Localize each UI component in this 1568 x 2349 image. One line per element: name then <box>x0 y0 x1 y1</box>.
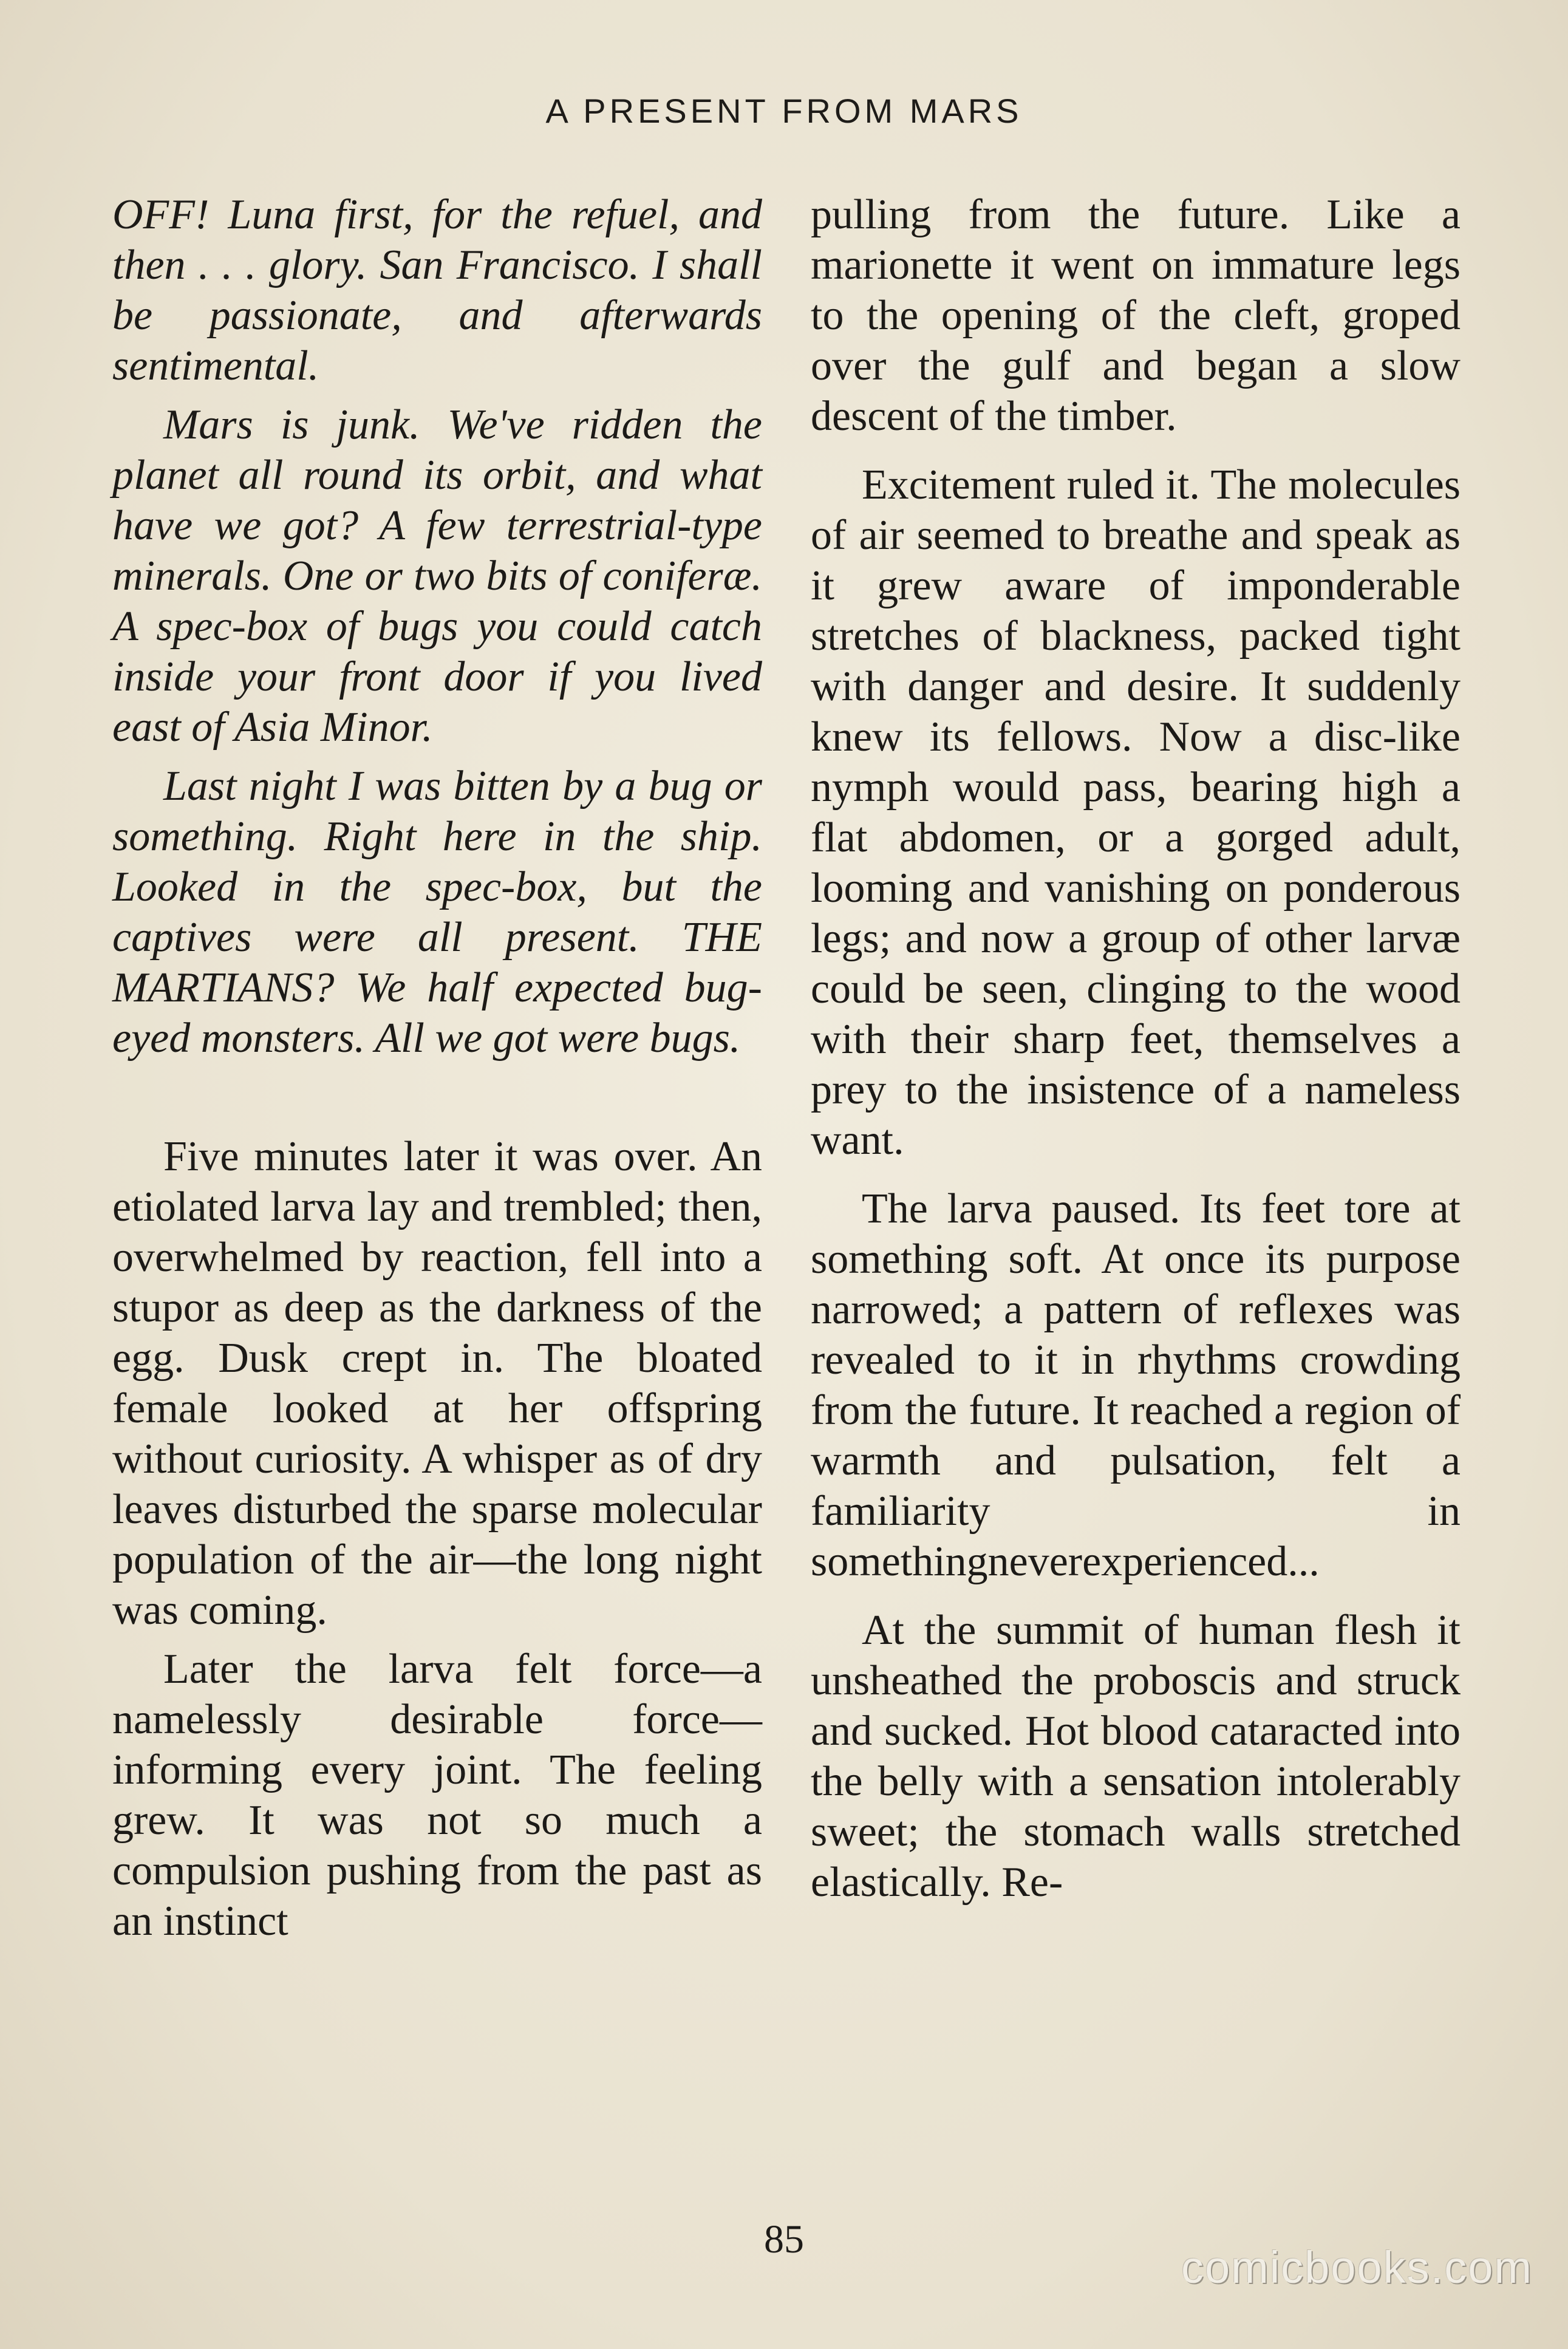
log-paragraph: Last night I was bitten by a bug or something. Right here in the ship. Looked in the spec-box, but the captives were all present. THE MARTIANS? We half expected bug-eyed monsters. All we got were bugs. <box>112 763 762 1062</box>
log-paragraph: OFF! Luna first, for the refuel, and then . . . glory. San Francisco. I shall be passionate, and afterwards sentimental. <box>112 191 762 389</box>
left-column <box>112 189 762 1946</box>
page-number: 85 <box>764 2217 804 2262</box>
story-paragraph: Later the larva felt force—a namelessly desirable force—informing every joint. The feeling grew. It was not so much a compulsion pushing from the past as an instinct <box>112 1646 762 1945</box>
story-paragraph: Excitement ruled it. The molecules of air seemed to breathe and speak as it grew aware of imponderable stretches of blackness, packed tight with danger and desire. It suddenly knew its fellows. Now a disc-like nymph would pass, bearing high a flat abdomen, or a gorged adult, looming and vanishing on ponderous legs; and now a group of other larvæ could be seen, clinging to the wood with their sharp feet, themselves a prey to the insistence of a nameless want. <box>811 462 1461 1164</box>
story-paragraph: At the summit of human flesh it unsheathed the proboscis and struck and sucked. Hot blood cataracted into the belly with a sensation intolerably sweet; the stomach walls stretched elastically. Re- <box>811 1607 1461 1906</box>
story-paragraph: pulling from the future. Like a marionette it went on immature legs to the opening of the cleft, groped over the gulf and began a slow descent of the timber. <box>811 191 1461 440</box>
section-break <box>112 1063 762 1131</box>
log-paragraph: Mars is junk. We've ridden the planet all round its orbit, and what have we got? A few terrestrial-type minerals. One or two bits of coniferæ. A spec-box of bugs you could catch inside your front door if you lived east of Asia Minor. <box>112 401 762 751</box>
story-paragraph: The larva paused. Its feet tore at something soft. At once its purpose narrowed; a pattern of reflexes was revealed to it in rhythms crowding from the future. It reached a region of warmth and pulsation, felt a familiarity in somethingneverexperienced... <box>811 1185 1461 1585</box>
running-title: A PRESENT FROM MARS <box>545 92 1023 130</box>
right-column <box>811 189 1461 1907</box>
watermark-text: comicbooks.com <box>1181 2242 1533 2293</box>
story-paragraph: Five minutes later it was over. An etiolated larva lay and trembled; then, overwhelmed by reaction, fell into a stupor as deep as the darkness of the egg. Dusk crept in. The bloated female looked at her offspring without curiosity. A whisper as of dry leaves disturbed the sparse molecular population of the air—the long night was coming. <box>112 1133 762 1634</box>
